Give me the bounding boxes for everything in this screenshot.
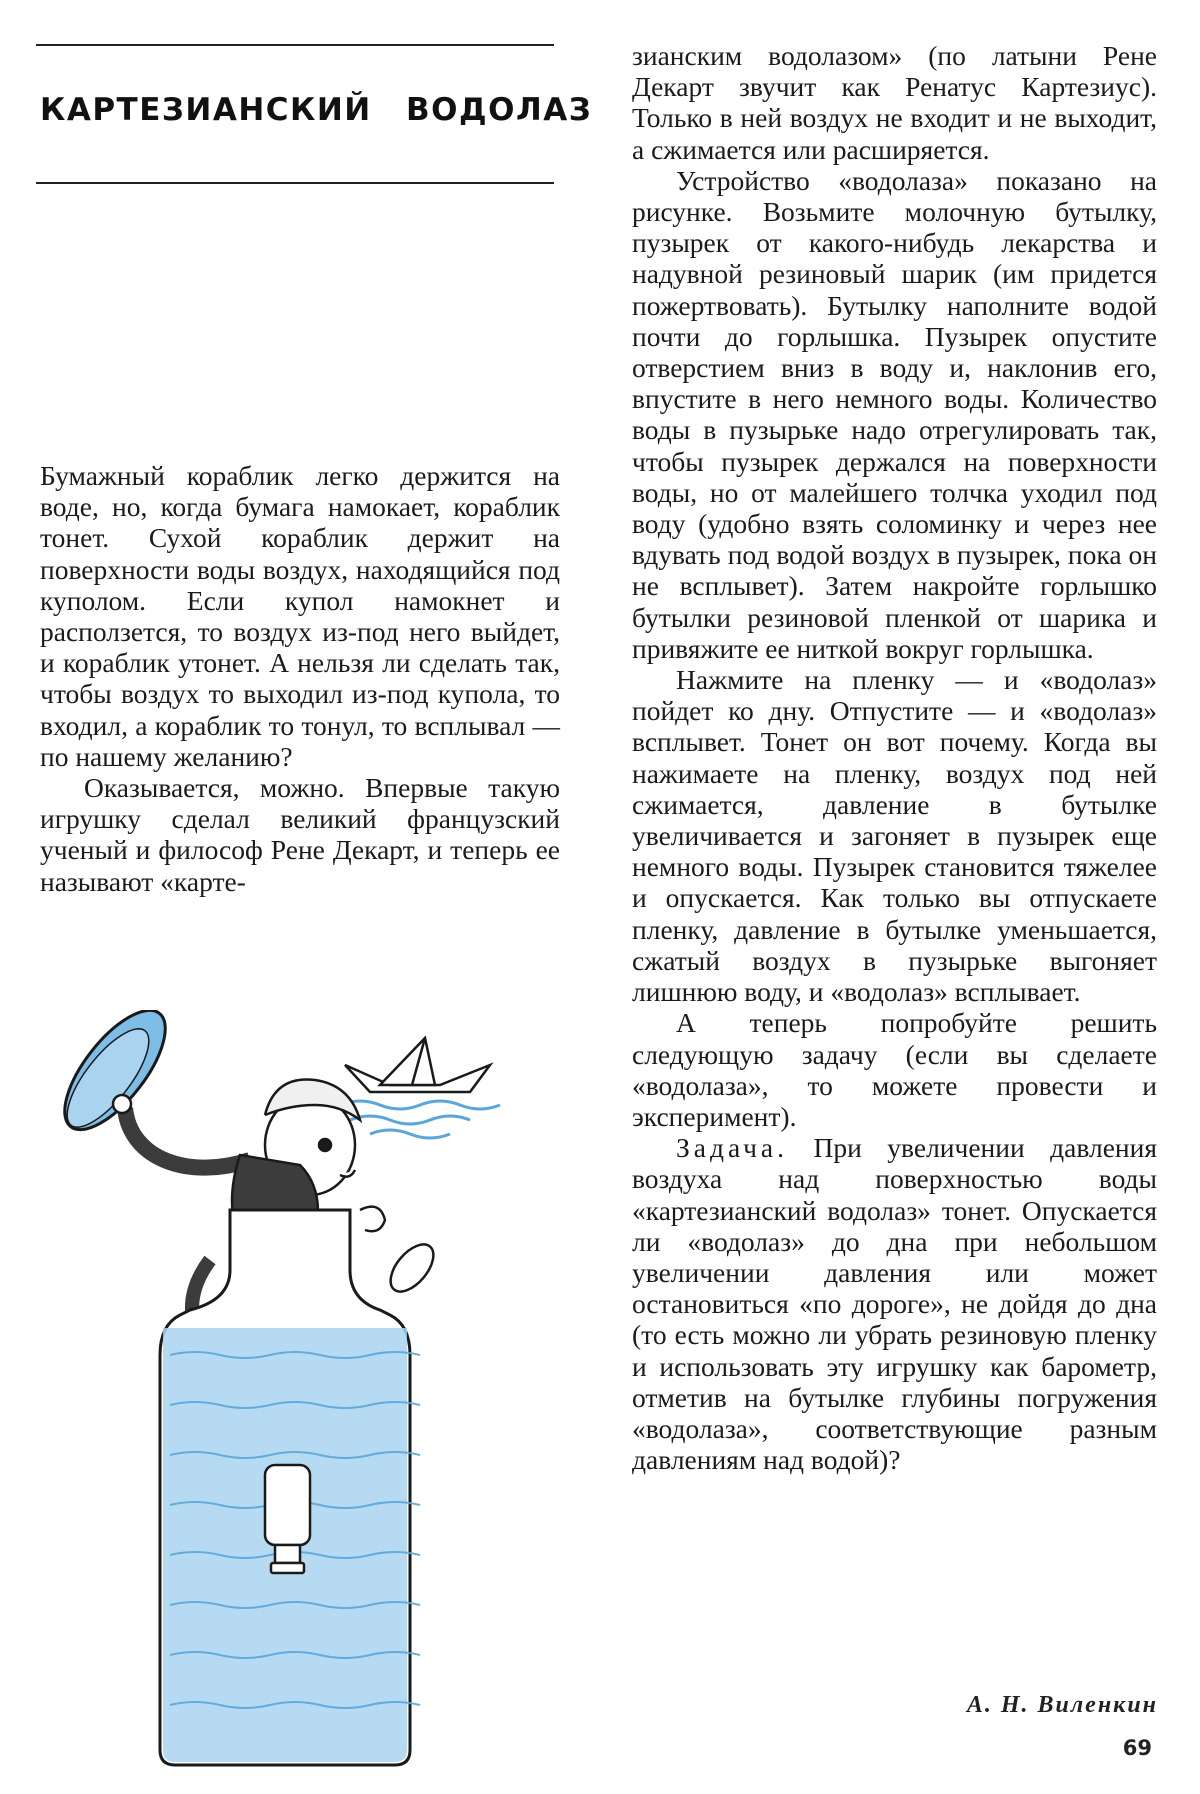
waves-under-boat xyxy=(340,1101,500,1138)
paragraph: Оказывается, можно. Впервые такую игрушку сделал великий французский ученый и философ Рене Декарт, и теперь ее называют «карте- xyxy=(40,772,560,897)
paragraph: Нажмите на пленку — и «водолаз» пойдет ко дну. Отпустите — и «водолаз» всплывет. Тонет он вот почему. Когда вы нажимаете на пленку, воздух под ней сжимается, давление в бутылке увеличивается и загоняет в пузырек еще немного воды. Пузырек становится тяжелее и опускается. Как только вы отпускаете пленку, давление в бутылке уменьшается, сжатый воздух в пузырьке выгоняет лишнюю воду, и «водолаз» всплывает. xyxy=(632,664,1157,1008)
paragraph: Устройство «водолаза» показано на рисунке. Возьмите молочную бутылку, пузырек от какого-нибудь лекарства и надувной резиновый шарик (им придется пожертвовать). Бутылку наполните водой почти до горлышка. Пузырек опустите отверстием вниз в воду и, наклонив его, впустите в него немного воды. Количество воды в пузырьке надо отрегулировать так, чтобы пузырек держался на поверхности воды, но от малейшего толчка уходил под воду (удобно взять соломинку и через нее вдувать под водой воздух в пузырек, пока он не всплывет). Затем накройте горлышко бутылки резиновой пленкой от шарика и привяжите ее ниткой вокруг горлышка. xyxy=(632,164,1157,664)
paper-boat-icon xyxy=(345,1038,490,1092)
right-column xyxy=(632,40,1157,1475)
title-bottom-rule xyxy=(36,182,554,184)
paragraph: Бумажный кораблик легко держится на воде, но, когда бумага намокает, кораблик тонет. Сухой кораблик держит на поверхности воды воздух, находящийся под куполом. Если купол намокнет и расползется, то воздух из-под него выйдет, и кораблик утонет. А нельзя ли сделать так, чтобы воздух то выходил из-под купола, то входил, а кораблик то тонул, то всплывал — по нашему желанию? xyxy=(40,460,560,772)
author: А. Н. Виленкин xyxy=(966,1692,1158,1718)
task-text: При увеличении давления воздуха над поверхностью воды «картезианский водолаз» тонет. Опускается ли «водолаз» до дна при небольшом увеличении давления или может остановиться «по дороге», не дойдя до дна (то есть можно ли убрать резиновую пленку и использовать эту игрушку как барометр, отметив на бутылке глубины погружения «водолаза», соответствующие разным давлениям над водой)? xyxy=(632,1132,1157,1476)
task-paragraph xyxy=(632,1132,1157,1475)
paragraph: А теперь попробуйте решить следующую задачу (если вы сделаете «водолаза», то можете провести и эксперимент). xyxy=(632,1007,1157,1132)
cartesian-diver-illustration xyxy=(40,1010,560,1770)
title-top-rule xyxy=(36,44,554,46)
paragraph: зианским водолазом» (по латыни Рене Декарт звучит как Ренатус Картезиус). Только в ней воздух не входит и не выходит, а сжимается или расширяется. xyxy=(632,40,1157,165)
page-number: 69 xyxy=(1122,1736,1152,1760)
task-label: Задача. xyxy=(676,1132,788,1164)
left-column xyxy=(40,460,560,897)
lid-icon xyxy=(47,1010,183,1145)
article-title: КАРТЕЗИАНСКИЙ ВОДОЛАЗ xyxy=(40,92,593,128)
